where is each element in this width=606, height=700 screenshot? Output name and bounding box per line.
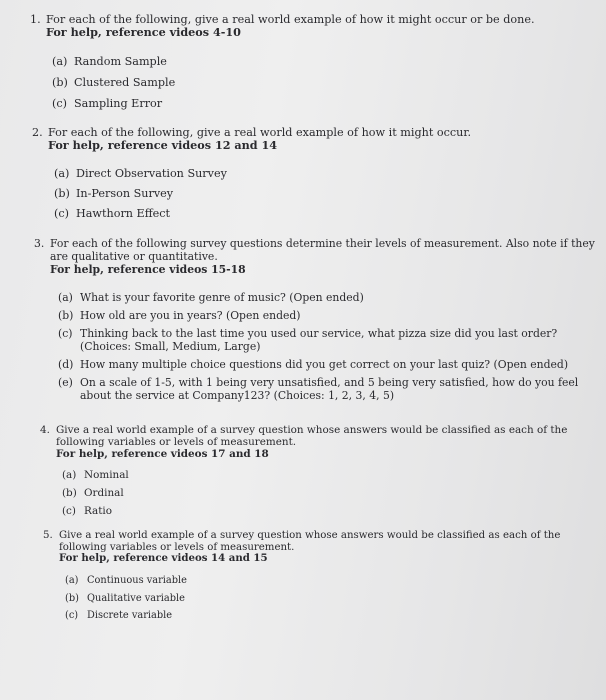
option-text: Discrete variable bbox=[87, 610, 173, 621]
option-item bbox=[58, 376, 578, 402]
option-text: about the service at Company123? (Choices: 1, 2, 3, 4, 5) bbox=[80, 389, 395, 402]
option-text: Clustered Sample bbox=[74, 76, 176, 89]
option-text: Hawthorn Effect bbox=[76, 207, 171, 220]
question-number: 4. bbox=[40, 424, 50, 436]
option-item bbox=[65, 610, 187, 622]
option-text: Random Sample bbox=[74, 55, 167, 68]
option-label: (e) bbox=[58, 376, 73, 389]
question-text: are qualitative or quantitative. bbox=[50, 250, 218, 263]
question-body bbox=[46, 13, 535, 39]
option-label: (a) bbox=[52, 55, 68, 68]
option-item bbox=[58, 291, 578, 304]
question-text: For each of the following, give a real world example of how it might occur. bbox=[48, 126, 472, 139]
option-label: (c) bbox=[62, 505, 76, 517]
option-label: (a) bbox=[54, 167, 70, 180]
option-label: (c) bbox=[65, 610, 79, 621]
question-number: 5. bbox=[43, 530, 53, 541]
option-text: On a scale of 1-5, with 1 being very unsatisfied, and 5 being very satisfied, how do you feel bbox=[80, 376, 579, 389]
option-text: Continuous variable bbox=[87, 575, 187, 586]
question-body bbox=[59, 530, 560, 565]
option-text: In-Person Survey bbox=[76, 187, 174, 200]
option-list bbox=[62, 469, 129, 517]
option-item bbox=[54, 207, 227, 220]
option-text: How many multiple choice questions did you get correct on your last quiz? (Open ended) bbox=[80, 358, 569, 371]
option-list bbox=[58, 291, 578, 402]
help-reference: For help, reference videos 12 and 14 bbox=[48, 138, 278, 152]
option-label: (a) bbox=[62, 469, 77, 481]
option-label: (d) bbox=[58, 358, 74, 371]
option-text: Thinking back to the last time you used our service, what pizza size did you last order? bbox=[80, 327, 558, 340]
option-item bbox=[54, 167, 227, 180]
option-text: Qualitative variable bbox=[87, 592, 185, 604]
question-body bbox=[56, 424, 567, 460]
question-number: 3. bbox=[34, 237, 45, 250]
option-text: Ordinal bbox=[84, 487, 124, 499]
question-text: For each of the following survey questions determine their levels of measurement. Also note if they bbox=[50, 237, 595, 250]
option-label: (c) bbox=[52, 97, 67, 110]
help-reference: For help, reference videos 17 and 18 bbox=[56, 448, 269, 460]
option-text: Direct Observation Survey bbox=[76, 167, 227, 180]
option-item bbox=[65, 575, 187, 587]
option-item bbox=[58, 358, 578, 371]
option-item bbox=[58, 327, 578, 353]
option-label: (a) bbox=[65, 575, 79, 586]
option-label: (a) bbox=[58, 291, 73, 304]
option-item bbox=[58, 309, 578, 322]
option-list bbox=[65, 575, 187, 622]
option-item bbox=[62, 505, 129, 517]
option-item bbox=[54, 187, 227, 200]
option-label: (b) bbox=[54, 187, 70, 200]
question-number: 2. bbox=[32, 126, 43, 139]
help-reference: For help, reference videos 14 and 15 bbox=[59, 552, 268, 564]
option-item bbox=[52, 55, 175, 68]
help-reference: For help, reference videos 4-10 bbox=[46, 25, 241, 39]
option-list bbox=[52, 55, 175, 110]
option-text: (Choices: Small, Medium, Large) bbox=[80, 340, 261, 353]
option-label: (c) bbox=[54, 207, 69, 220]
option-label: (c) bbox=[58, 327, 73, 340]
option-label: (b) bbox=[62, 487, 77, 499]
question-number: 1. bbox=[30, 13, 41, 26]
option-item bbox=[62, 487, 129, 499]
option-label: (b) bbox=[65, 592, 79, 604]
option-list bbox=[54, 167, 227, 220]
option-item bbox=[52, 97, 175, 110]
option-item bbox=[52, 76, 175, 89]
help-reference: For help, reference videos 15-18 bbox=[50, 263, 246, 276]
option-text: How old are you in years? (Open ended) bbox=[80, 309, 301, 322]
option-label: (b) bbox=[52, 76, 68, 89]
question-text: Give a real world example of a survey question whose answers would be classified as each of the bbox=[56, 424, 568, 436]
question-text: following variables or levels of measurement. bbox=[59, 541, 295, 553]
option-item bbox=[65, 593, 187, 605]
option-item bbox=[62, 469, 129, 481]
option-label: (b) bbox=[58, 309, 74, 322]
option-text: Nominal bbox=[84, 469, 129, 481]
question-text: following variables or levels of measurement. bbox=[56, 436, 297, 448]
option-text: Sampling Error bbox=[74, 97, 163, 110]
question-text: Give a real world example of a survey question whose answers would be classified as each of the bbox=[59, 530, 561, 541]
question-body bbox=[48, 126, 471, 152]
option-text: Ratio bbox=[84, 505, 113, 517]
question-text: For each of the following, give a real world example of how it might occur or be done. bbox=[46, 13, 535, 26]
question-body bbox=[50, 237, 595, 276]
option-text: What is your favorite genre of music? (Open ended) bbox=[80, 291, 364, 304]
